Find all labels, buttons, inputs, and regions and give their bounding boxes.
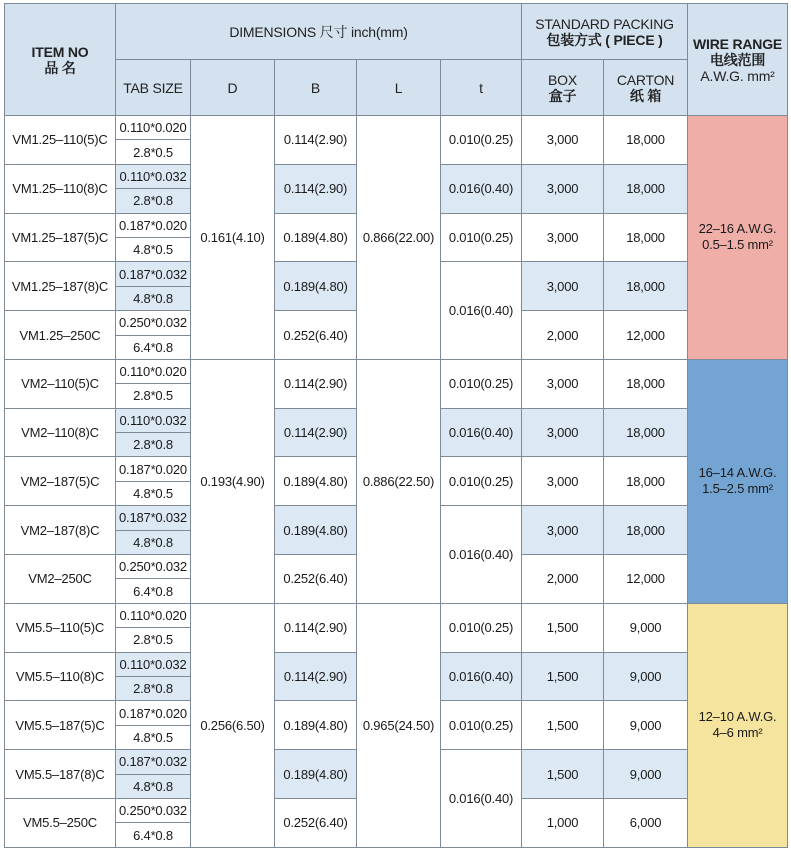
l-cell: 0.886(22.50) xyxy=(357,359,441,603)
item-no-cn-label: 品 名 xyxy=(44,59,76,76)
dimensions-header xyxy=(116,4,522,60)
box-cell: 2,000 xyxy=(522,555,604,604)
wire-range-header xyxy=(688,4,788,116)
wire-range-cell xyxy=(688,359,788,603)
b-cell: 0.189(4.80) xyxy=(275,457,357,506)
l-header: L xyxy=(357,60,441,116)
tab-size-mm-cell: 6.4*0.8 xyxy=(116,579,191,603)
box-cell: 3,000 xyxy=(522,408,604,457)
box-cell: 1,500 xyxy=(522,750,604,799)
l-cell: 0.965(24.50) xyxy=(357,603,441,847)
box-cell: 1,000 xyxy=(522,798,604,847)
box-cell: 1,500 xyxy=(522,652,604,701)
carton-cell: 9,000 xyxy=(604,603,688,652)
b-cell: 0.189(4.80) xyxy=(275,506,357,555)
b-cell: 0.114(2.90) xyxy=(275,408,357,457)
box-cell: 1,500 xyxy=(522,701,604,750)
b-cell: 0.252(6.40) xyxy=(275,798,357,847)
header-row-sub xyxy=(5,60,788,116)
b-cell: 0.252(6.40) xyxy=(275,311,357,360)
b-cell: 0.114(2.90) xyxy=(275,359,357,408)
b-cell: 0.114(2.90) xyxy=(275,652,357,701)
b-cell: 0.189(4.80) xyxy=(275,701,357,750)
carton-cell: 9,000 xyxy=(604,701,688,750)
tab-size-mm-cell: 6.4*0.8 xyxy=(116,823,191,847)
box-label: BOX xyxy=(548,71,577,88)
carton-cell: 12,000 xyxy=(604,555,688,604)
b-cell: 0.252(6.40) xyxy=(275,555,357,604)
wire-range-cell xyxy=(688,116,788,360)
table-row xyxy=(5,359,788,383)
item-no-cell: VM1.25–250C xyxy=(5,311,116,360)
b-header: B xyxy=(275,60,357,116)
carton-cell: 18,000 xyxy=(604,116,688,165)
box-cell: 3,000 xyxy=(522,164,604,213)
item-no-cell: VM2–187(8)C xyxy=(5,506,116,555)
spec-body xyxy=(5,116,788,848)
tab-size-mm-cell: 4.8*0.5 xyxy=(116,481,191,505)
tab-size-inch-cell: 0.110*0.032 xyxy=(116,408,191,432)
tab-size-inch-cell: 0.110*0.020 xyxy=(116,116,191,140)
wire-range-cell xyxy=(688,603,788,847)
tab-size-inch-cell: 0.250*0.032 xyxy=(116,311,191,335)
carton-cell: 12,000 xyxy=(604,311,688,360)
t-cell: 0.010(0.25) xyxy=(441,457,522,506)
carton-cell: 18,000 xyxy=(604,408,688,457)
tab-size-inch-cell: 0.110*0.032 xyxy=(116,652,191,676)
tab-size-header: TAB SIZE xyxy=(116,60,191,116)
t-cell: 0.016(0.40) xyxy=(441,408,522,457)
wire-range-cn-label: 电线范围 xyxy=(709,51,766,68)
item-no-cell: VM1.25–187(5)C xyxy=(5,213,116,262)
b-cell: 0.189(4.80) xyxy=(275,262,357,311)
b-cell: 0.189(4.80) xyxy=(275,213,357,262)
item-no-cell: VM2–110(8)C xyxy=(5,408,116,457)
d-cell: 0.193(4.90) xyxy=(191,359,275,603)
tab-size-mm-cell: 2.8*0.5 xyxy=(116,628,191,652)
standard-packing-cn-label: 包装方式 ( PIECE ) xyxy=(546,31,663,48)
d-cell: 0.256(6.50) xyxy=(191,603,275,847)
t-cell: 0.016(0.40) xyxy=(441,750,522,848)
l-cell: 0.866(22.00) xyxy=(357,116,441,360)
spec-table xyxy=(4,3,788,848)
t-cell: 0.010(0.25) xyxy=(441,213,522,262)
table-row xyxy=(5,603,788,627)
tab-size-inch-cell: 0.187*0.032 xyxy=(116,262,191,286)
wire-awg-label: 22–16 A.W.G. xyxy=(698,221,777,237)
tab-size-mm-cell: 6.4*0.8 xyxy=(116,335,191,359)
box-cell: 3,000 xyxy=(522,457,604,506)
wire-range-label: WIRE RANGE xyxy=(693,35,783,52)
item-no-cell: VM5.5–187(5)C xyxy=(5,701,116,750)
tab-size-mm-cell: 2.8*0.5 xyxy=(116,384,191,408)
item-no-header xyxy=(5,4,116,116)
wire-awg-label: 16–14 A.W.G. xyxy=(698,465,777,481)
item-no-cell: VM2–110(5)C xyxy=(5,359,116,408)
t-cell: 0.010(0.25) xyxy=(441,116,522,165)
tab-size-inch-cell: 0.187*0.032 xyxy=(116,506,191,530)
tab-size-mm-cell: 4.8*0.8 xyxy=(116,286,191,310)
standard-packing-label: STANDARD PACKING xyxy=(535,15,674,32)
item-no-cell: VM1.25–110(8)C xyxy=(5,164,116,213)
table-row xyxy=(5,116,788,140)
tab-size-mm-cell: 2.8*0.5 xyxy=(116,140,191,164)
carton-cell: 18,000 xyxy=(604,164,688,213)
dimensions-label: DIMENSIONS 尺寸 inch(mm) xyxy=(229,23,408,40)
wire-range-unit-label: A.W.G. mm² xyxy=(700,67,775,84)
tab-size-mm-cell: 4.8*0.8 xyxy=(116,774,191,798)
b-cell: 0.189(4.80) xyxy=(275,750,357,799)
carton-cell: 6,000 xyxy=(604,798,688,847)
standard-packing-header xyxy=(522,4,688,60)
box-cell: 2,000 xyxy=(522,311,604,360)
item-no-cell: VM1.25–110(5)C xyxy=(5,116,116,165)
box-header xyxy=(522,60,604,116)
d-cell: 0.161(4.10) xyxy=(191,116,275,360)
box-cell: 1,500 xyxy=(522,603,604,652)
header-row-top xyxy=(5,4,788,60)
tab-size-inch-cell: 0.187*0.032 xyxy=(116,750,191,774)
tab-size-inch-cell: 0.187*0.020 xyxy=(116,701,191,725)
wire-awg-label: 12–10 A.W.G. xyxy=(698,709,777,725)
box-cell: 3,000 xyxy=(522,116,604,165)
tab-size-inch-cell: 0.250*0.032 xyxy=(116,555,191,579)
carton-label: CARTON xyxy=(616,71,675,88)
carton-header xyxy=(604,60,688,116)
wire-mm-label: 4–6 mm² xyxy=(712,725,763,741)
item-no-cell: VM2–250C xyxy=(5,555,116,604)
box-cell: 3,000 xyxy=(522,213,604,262)
item-no-cell: VM2–187(5)C xyxy=(5,457,116,506)
d-header: D xyxy=(191,60,275,116)
item-no-cell: VM5.5–110(8)C xyxy=(5,652,116,701)
box-cell: 3,000 xyxy=(522,262,604,311)
b-cell: 0.114(2.90) xyxy=(275,116,357,165)
tab-size-mm-cell: 2.8*0.8 xyxy=(116,189,191,213)
tab-size-inch-cell: 0.110*0.032 xyxy=(116,164,191,188)
t-header: t xyxy=(441,60,522,116)
t-cell: 0.016(0.40) xyxy=(441,164,522,213)
t-cell: 0.016(0.40) xyxy=(441,262,522,360)
tab-size-inch-cell: 0.187*0.020 xyxy=(116,213,191,237)
tab-size-mm-cell: 2.8*0.8 xyxy=(116,433,191,457)
item-no-label: ITEM NO xyxy=(31,43,89,60)
wire-mm-label: 0.5–1.5 mm² xyxy=(702,237,773,253)
item-no-cell: VM5.5–110(5)C xyxy=(5,603,116,652)
carton-cell: 9,000 xyxy=(604,652,688,701)
tab-size-inch-cell: 0.250*0.032 xyxy=(116,798,191,822)
tab-size-mm-cell: 4.8*0.8 xyxy=(116,530,191,554)
item-no-cell: VM5.5–250C xyxy=(5,798,116,847)
t-cell: 0.016(0.40) xyxy=(441,506,522,604)
t-cell: 0.010(0.25) xyxy=(441,603,522,652)
carton-cell: 9,000 xyxy=(604,750,688,799)
item-no-cell: VM5.5–187(8)C xyxy=(5,750,116,799)
carton-cell: 18,000 xyxy=(604,213,688,262)
t-cell: 0.010(0.25) xyxy=(441,359,522,408)
item-no-cell: VM1.25–187(8)C xyxy=(5,262,116,311)
tab-size-inch-cell: 0.110*0.020 xyxy=(116,603,191,627)
box-cell: 3,000 xyxy=(522,506,604,555)
tab-size-inch-cell: 0.187*0.020 xyxy=(116,457,191,481)
wire-mm-label: 1.5–2.5 mm² xyxy=(702,481,773,497)
tab-size-inch-cell: 0.110*0.020 xyxy=(116,359,191,383)
carton-cell: 18,000 xyxy=(604,506,688,555)
tab-size-mm-cell: 2.8*0.8 xyxy=(116,676,191,700)
carton-cell: 18,000 xyxy=(604,457,688,506)
box-cn-label: 盒子 xyxy=(548,87,577,104)
t-cell: 0.016(0.40) xyxy=(441,652,522,701)
carton-cn-label: 纸 箱 xyxy=(629,87,662,104)
t-cell: 0.010(0.25) xyxy=(441,701,522,750)
carton-cell: 18,000 xyxy=(604,359,688,408)
b-cell: 0.114(2.90) xyxy=(275,164,357,213)
tab-size-mm-cell: 4.8*0.5 xyxy=(116,725,191,749)
tab-size-mm-cell: 4.8*0.5 xyxy=(116,237,191,261)
b-cell: 0.114(2.90) xyxy=(275,603,357,652)
carton-cell: 18,000 xyxy=(604,262,688,311)
box-cell: 3,000 xyxy=(522,359,604,408)
